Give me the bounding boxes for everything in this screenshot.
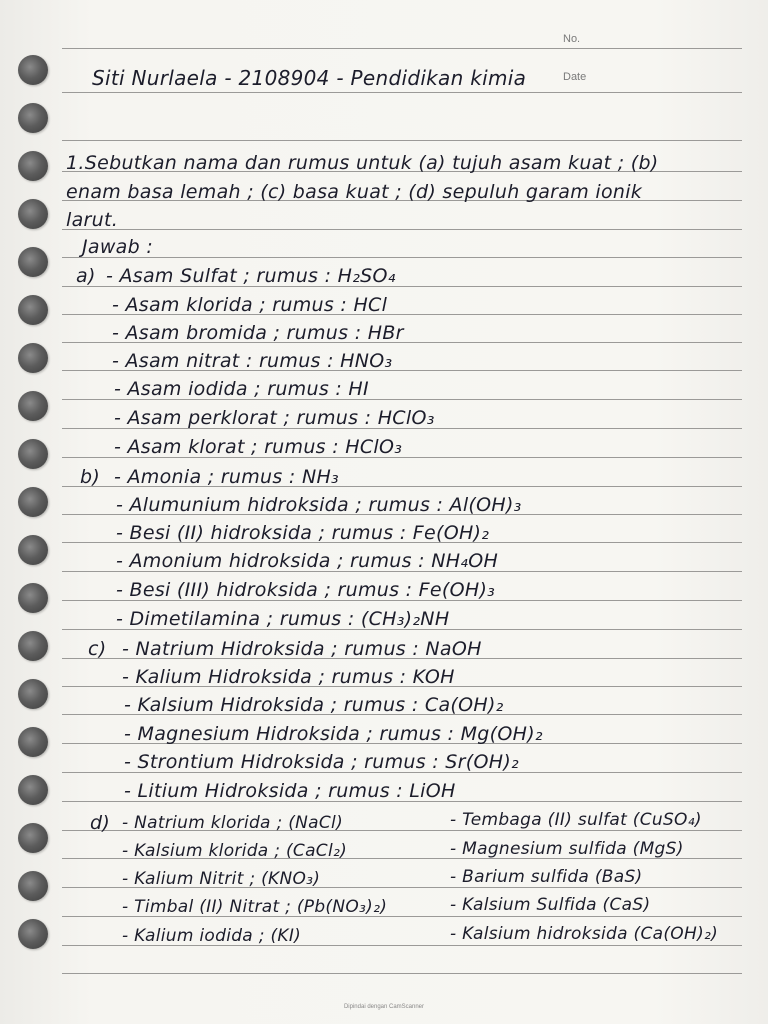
section-a-item: - Asam nitrat : rumus : HNO₃ [112,350,393,372]
section-d-right-item: - Barium sulfida (BaS) [450,867,643,887]
ruled-line [62,92,742,93]
binder-hole [18,871,48,901]
binder-hole [18,535,48,565]
section-c-item: - Kalsium Hidroksida ; rumus : Ca(OH)₂ [124,694,504,716]
section-c-item: - Natrium Hidroksida ; rumus : NaOH [122,638,482,660]
section-a-item: - Asam iodida ; rumus : HI [114,378,369,400]
section-a-item: - Asam perklorat ; rumus : HClO₃ [114,407,435,429]
section-d-left-item: - Timbal (II) Nitrat ; (Pb(NO₃)₂) [122,897,388,917]
section-b-item: - Dimetilamina ; rumus : (CH₃)₂NH [116,608,450,630]
section-d-left-item: - Kalium iodida ; (KI) [122,926,302,946]
binder-hole [18,295,48,325]
binder-holes [18,55,54,955]
answer-label: Jawab : [82,236,154,258]
question-line-2: enam basa lemah ; (c) basa kuat ; (d) sepuluh garam ionik [66,181,643,203]
question-line-1: 1.Sebutkan nama dan rumus untuk (a) tujuh asam kuat ; (b) [66,152,659,174]
section-a-label: a) [76,265,96,287]
section-c-item: - Strontium Hidroksida ; rumus : Sr(OH)₂ [124,751,519,773]
section-d-label: d) [90,812,111,834]
section-b-label: b) [80,466,101,488]
section-b-item: - Besi (III) hidroksida ; rumus : Fe(OH)₃ [116,579,496,601]
no-label: No. [563,33,581,45]
binder-hole [18,487,48,517]
section-d-right-item: - Tembaga (II) sulfat (CuSO₄) [450,810,702,830]
question-line-3: larut. [66,209,119,231]
ruled-line [62,257,742,258]
section-c-label: c) [88,638,107,660]
student-header: Siti Nurlaela - 2108904 - Pendidikan kimia [92,66,527,90]
scanner-watermark: Dipindai dengan CamScanner [343,1004,425,1010]
section-c-item: - Litium Hidroksida ; rumus : LiOH [124,780,456,802]
section-d-right-item: - Kalsium Sulfida (CaS) [450,895,651,915]
section-a-item: - Asam klorat ; rumus : HClO₃ [114,436,403,458]
binder-hole [18,391,48,421]
binder-hole [18,103,48,133]
ruled-line [62,140,742,141]
binder-hole [18,439,48,469]
binder-hole [18,247,48,277]
section-d-left-item: - Natrium klorida ; (NaCl) [122,813,344,833]
ruled-line [62,48,742,49]
binder-hole [18,631,48,661]
binder-hole [18,343,48,373]
section-b-item: - Amonia ; rumus : NH₃ [114,466,339,488]
section-d-right-item: - Magnesium sulfida (MgS) [450,839,684,859]
date-label: Date [563,71,587,83]
binder-hole [18,679,48,709]
ruled-line [62,229,742,230]
binder-hole [18,55,48,85]
section-d-right-item: - Kalsium hidroksida (Ca(OH)₂) [450,924,719,944]
section-a-item: - Asam Sulfat ; rumus : H₂SO₄ [106,265,396,287]
binder-hole [18,775,48,805]
ruled-line [62,973,742,974]
section-b-item: - Amonium hidroksida ; rumus : NH₄OH [116,550,499,572]
section-c-item: - Kalium Hidroksida ; rumus : KOH [122,666,455,688]
binder-hole [18,199,48,229]
binder-hole [18,151,48,181]
section-c-item: - Magnesium Hidroksida ; rumus : Mg(OH)₂ [124,723,543,745]
binder-hole [18,727,48,757]
section-b-item: - Alumunium hidroksida ; rumus : Al(OH)₃ [116,494,522,516]
section-d-left-item: - Kalium Nitrit ; (KNO₃) [122,869,321,889]
binder-hole [18,823,48,853]
section-d-left-item: - Kalsium klorida ; (CaCl₂) [122,841,348,861]
binder-hole [18,919,48,949]
section-a-item: - Asam klorida ; rumus : HCl [112,294,388,316]
section-a-item: - Asam bromida ; rumus : HBr [112,322,404,344]
binder-hole [18,583,48,613]
section-b-item: - Besi (II) hidroksida ; rumus : Fe(OH)₂ [116,522,490,544]
